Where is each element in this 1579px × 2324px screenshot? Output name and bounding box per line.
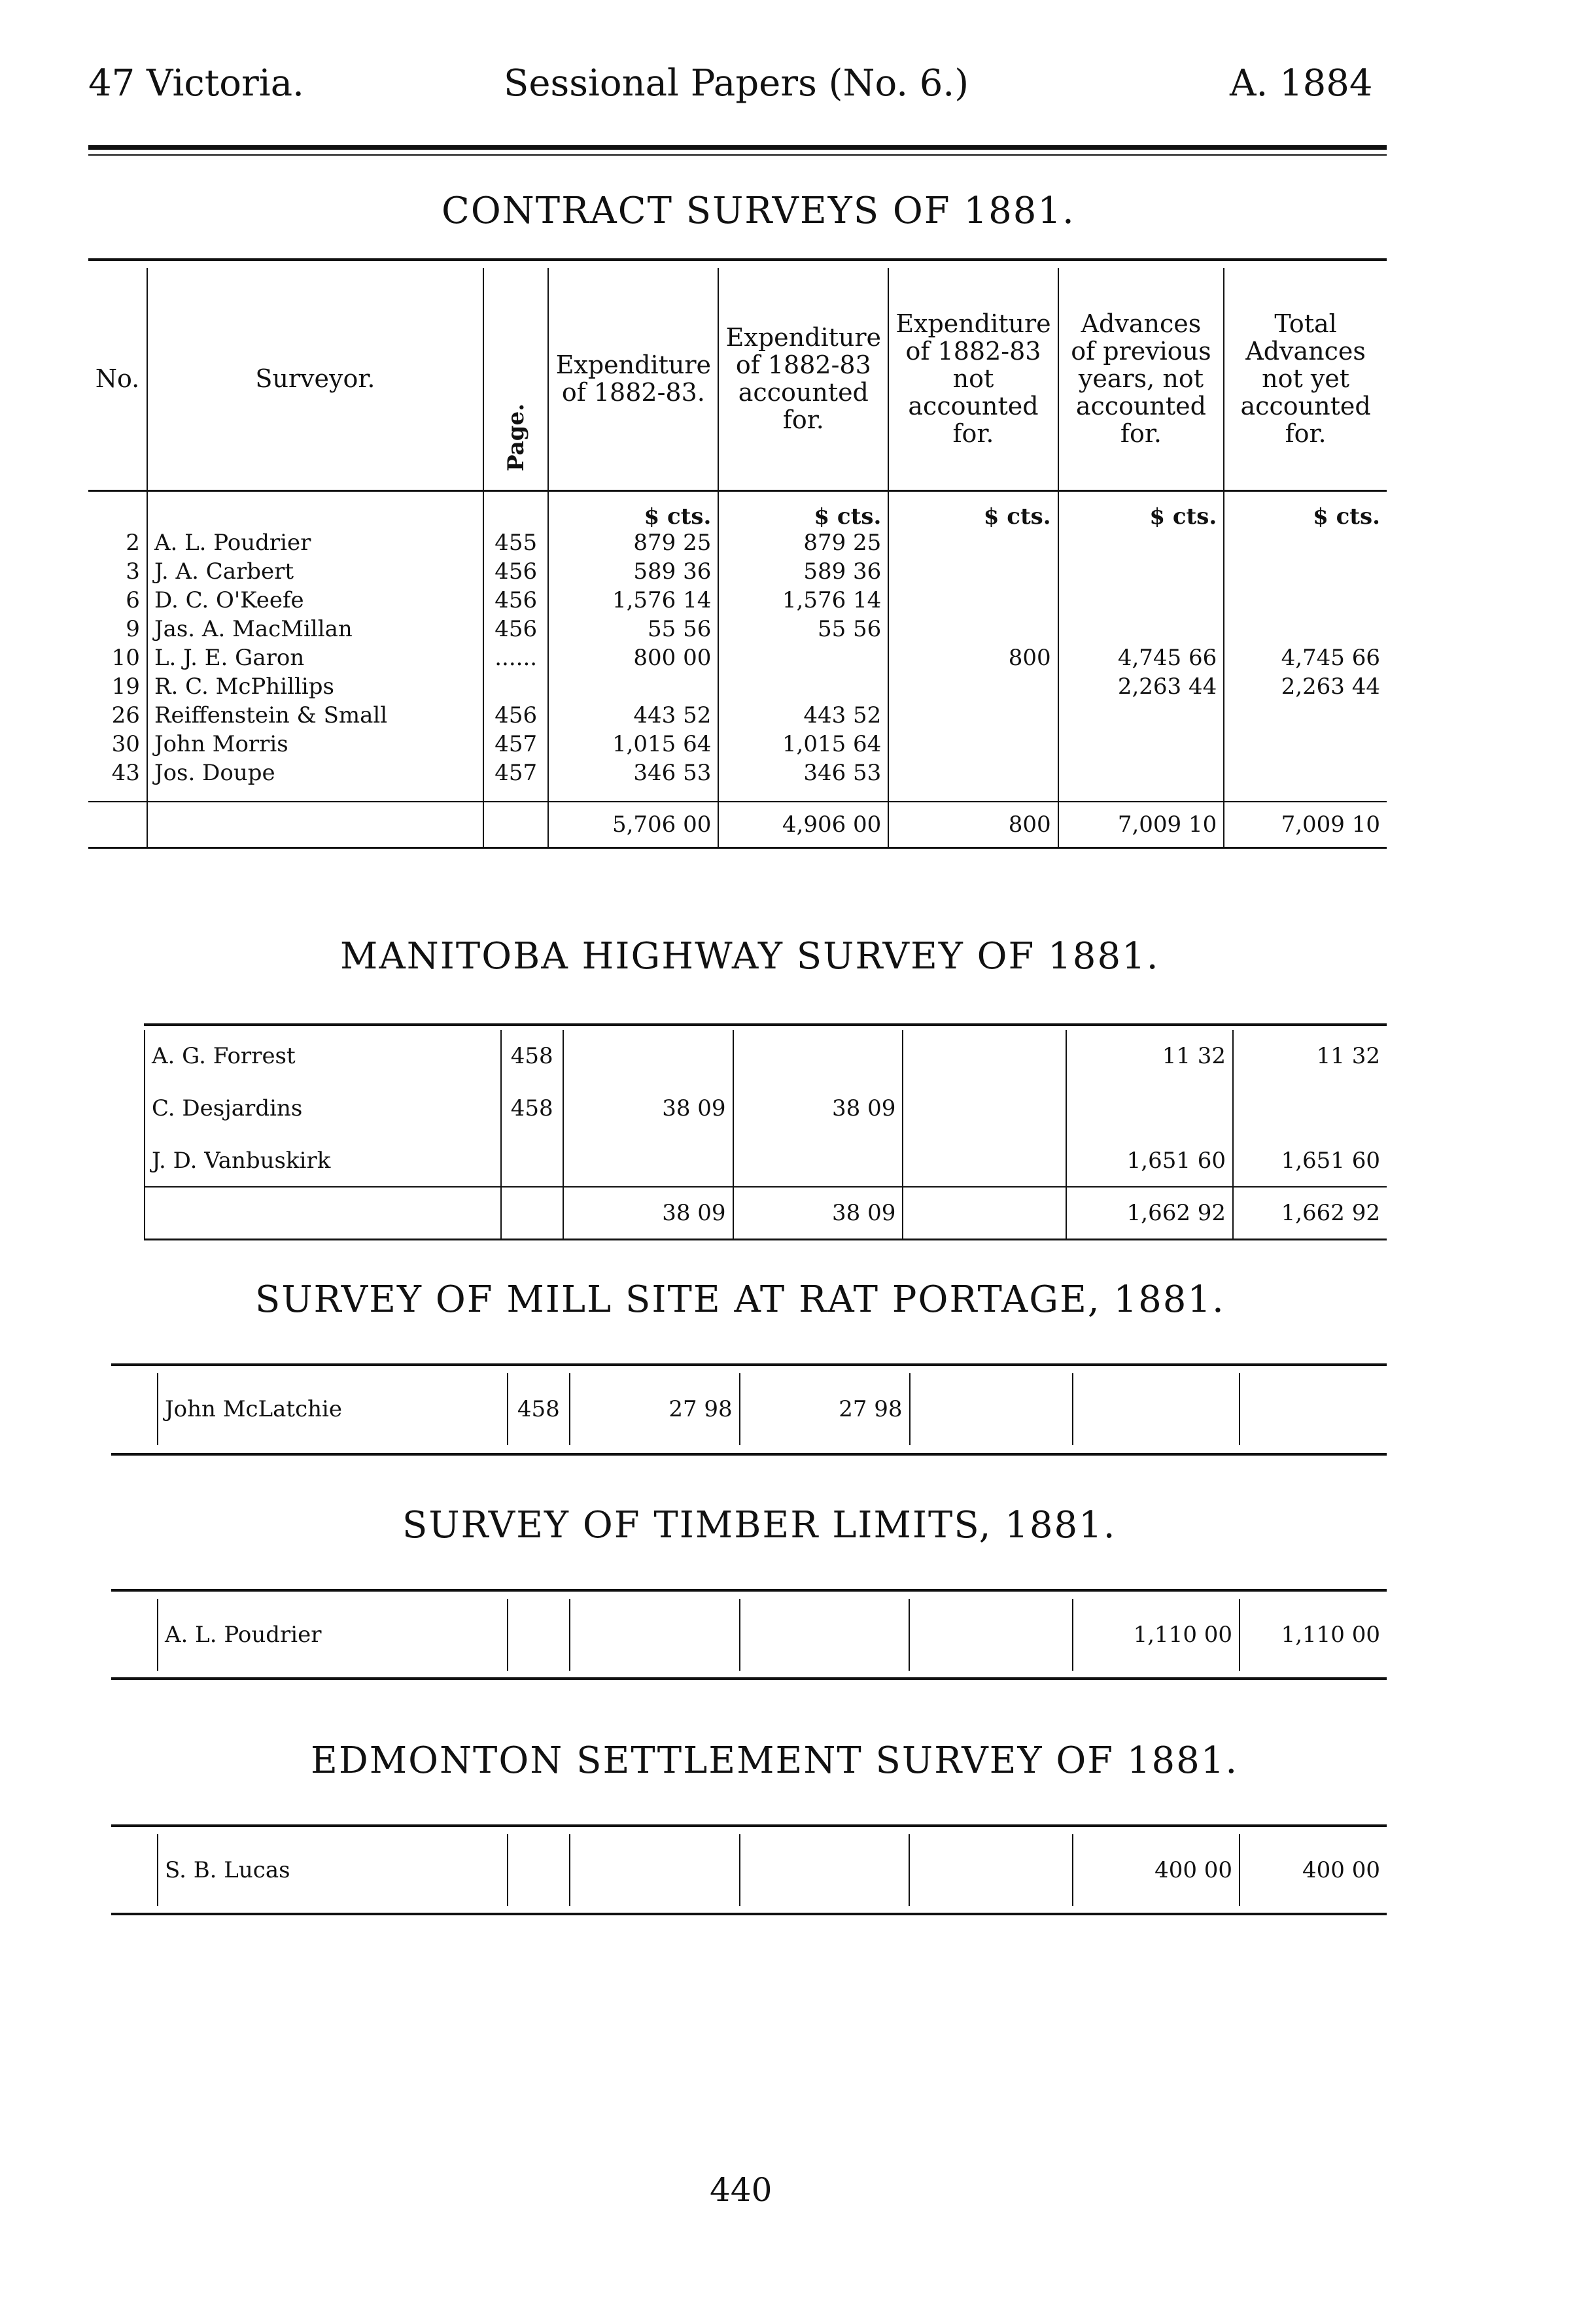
row-exp-not-accounted <box>903 1030 1066 1082</box>
millsite-rows <box>158 1373 1387 1445</box>
table-row <box>145 1082 1387 1135</box>
header-volume: 47 Victoria. <box>88 62 304 105</box>
row-page: 458 <box>508 1373 570 1445</box>
row-surveyor: S. B. Lucas <box>158 1834 508 1906</box>
row-total-advances <box>1224 731 1387 760</box>
millsite-title: SURVEY OF MILL SITE AT RAT PORTAGE, 1881. <box>255 1278 1225 1321</box>
manitoba-totals-row <box>145 1187 1387 1239</box>
unit-total: $ cts. <box>1313 504 1380 530</box>
row-exp-accounted: 443 52 <box>718 702 888 731</box>
timber-top-rule <box>111 1589 1387 1592</box>
row-exp-not-accounted <box>888 731 1058 760</box>
table-row <box>88 645 1387 674</box>
row-total-advances <box>1233 1082 1387 1135</box>
row-exp-accounted <box>718 645 888 674</box>
row-total-advances: 11 32 <box>1316 1043 1380 1069</box>
row-exp-accounted <box>718 674 888 702</box>
row-surveyor: R. C. McPhillips <box>147 674 483 702</box>
row-surveyor: John McLatchie <box>158 1373 508 1445</box>
row-expenditure: 589 36 <box>548 558 718 587</box>
table-row <box>145 1135 1387 1187</box>
row-total-advances: 2,263 44 <box>1281 674 1380 700</box>
row-exp-not-accounted <box>888 616 1058 645</box>
col-page-label: Page. <box>502 403 529 471</box>
row-advances-previous <box>1058 587 1224 616</box>
row-expenditure: 55 56 <box>548 616 718 645</box>
row-exp-not-accounted <box>909 1599 1073 1671</box>
contract-table <box>88 268 1387 849</box>
row-number: 2 <box>88 530 147 558</box>
row-advances-previous <box>1058 616 1224 645</box>
row-expenditure: 879 25 <box>548 530 718 558</box>
header-sessional-papers: Sessional Papers (No. 6.) <box>504 62 969 105</box>
table-row <box>88 674 1387 702</box>
row-surveyor: A. G. Forrest <box>145 1030 501 1082</box>
row-total-advances: 4,745 66 <box>1281 645 1380 671</box>
row-total-advances <box>1224 587 1387 616</box>
row-exp-accounted: 1,015 64 <box>718 731 888 760</box>
millsite-bottom-rule <box>111 1453 1387 1456</box>
row-exp-not-accounted <box>903 1082 1066 1135</box>
row-page: ...... <box>483 645 548 674</box>
col-surveyor: Surveyor. <box>147 268 483 490</box>
total-advances: 7,009 10 <box>1058 802 1224 847</box>
row-exp-accounted <box>733 1135 903 1187</box>
contract-top-rule <box>88 258 1387 261</box>
row-surveyor: J. A. Carbert <box>147 558 483 587</box>
row-expenditure: 1,576 14 <box>548 587 718 616</box>
manitoba-top-rule <box>144 1023 1387 1026</box>
row-advances-previous: 400 00 <box>1073 1834 1240 1906</box>
table-row <box>158 1834 1387 1906</box>
manitoba-table <box>144 1030 1387 1240</box>
total-exp-not: 800 <box>888 802 1058 847</box>
contract-rows <box>88 530 1387 789</box>
table-row <box>88 558 1387 587</box>
total-exp-accounted: 4,906 00 <box>718 802 888 847</box>
row-exp-accounted: 55 56 <box>718 616 888 645</box>
table-row <box>158 1599 1387 1671</box>
row-number: 19 <box>88 674 147 702</box>
row-exp-accounted <box>740 1599 910 1671</box>
edmonton-rows <box>158 1834 1387 1906</box>
row-exp-not-accounted <box>888 587 1058 616</box>
row-exp-accounted: 879 25 <box>718 530 888 558</box>
row-surveyor: Jos. Doupe <box>147 760 483 789</box>
row-total-advances <box>1224 558 1387 587</box>
row-number: 43 <box>88 760 147 789</box>
table-row <box>88 760 1387 789</box>
millsite-top-rule <box>111 1363 1387 1366</box>
row-expenditure: 27 98 <box>570 1373 740 1445</box>
row-advances-previous: 11 32 <box>1066 1030 1233 1082</box>
row-surveyor: Jas. A. MacMillan <box>147 616 483 645</box>
total-exp: 5,706 00 <box>548 802 718 847</box>
row-advances-previous: 4,745 66 <box>1058 645 1224 674</box>
row-exp-not-accounted <box>903 1135 1066 1187</box>
row-expenditure <box>570 1599 740 1671</box>
row-advances-previous <box>1066 1082 1233 1135</box>
unit-exp-not: $ cts. <box>888 490 1058 530</box>
header-rule-thin <box>88 154 1387 156</box>
manitoba-total-exp-not <box>903 1187 1066 1239</box>
row-advances-previous: 2,263 44 <box>1058 674 1224 702</box>
col-exp-accounted: Expenditure of 1882-83 accounted for. <box>718 268 888 490</box>
table-row <box>88 702 1387 731</box>
row-page: 457 <box>483 760 548 789</box>
row-exp-accounted <box>740 1834 910 1906</box>
unit-exp: $ cts. <box>548 490 718 530</box>
row-number: 30 <box>88 731 147 760</box>
row-number: 9 <box>88 616 147 645</box>
row-page: 456 <box>483 558 548 587</box>
row-exp-accounted: 589 36 <box>718 558 888 587</box>
row-exp-accounted: 1,576 14 <box>718 587 888 616</box>
row-expenditure: 1,015 64 <box>548 731 718 760</box>
row-exp-not-accounted <box>910 1373 1073 1445</box>
edmonton-bottom-rule <box>111 1913 1387 1915</box>
row-surveyor: A. L. Poudrier <box>158 1599 508 1671</box>
row-surveyor: L. J. E. Garon <box>147 645 483 674</box>
col-total-advances: Total Advances not yet accounted for. <box>1240 309 1371 449</box>
page-number: 440 <box>710 2171 772 2209</box>
row-advances-previous: 1,110 00 <box>1073 1599 1240 1671</box>
row-total-advances: 1,651 60 <box>1281 1147 1380 1174</box>
row-expenditure: 800 00 <box>548 645 718 674</box>
row-expenditure <box>570 1834 740 1906</box>
table-row <box>88 731 1387 760</box>
manitoba-total-total: 1,662 92 <box>1281 1199 1380 1226</box>
row-exp-not-accounted <box>888 530 1058 558</box>
timber-title: SURVEY OF TIMBER LIMITS, 1881. <box>402 1504 1117 1546</box>
row-total-advances <box>1224 702 1387 731</box>
col-no: No. <box>88 268 147 490</box>
row-advances-previous <box>1058 702 1224 731</box>
row-exp-not-accounted <box>888 760 1058 789</box>
edmonton-table <box>157 1834 1387 1906</box>
total-total-advances: 7,009 10 <box>1281 811 1380 838</box>
row-page: 455 <box>483 530 548 558</box>
row-exp-accounted: 346 53 <box>718 760 888 789</box>
row-advances-previous: 1,651 60 <box>1066 1135 1233 1187</box>
row-surveyor: John Morris <box>147 731 483 760</box>
col-page <box>483 268 548 490</box>
row-page <box>501 1135 563 1187</box>
row-exp-accounted <box>733 1030 903 1082</box>
row-total-advances <box>1224 530 1387 558</box>
row-total-advances <box>1224 760 1387 789</box>
row-expenditure: 443 52 <box>548 702 718 731</box>
row-page <box>508 1599 570 1671</box>
row-page <box>508 1834 570 1906</box>
row-exp-not-accounted <box>888 702 1058 731</box>
row-advances-previous <box>1058 760 1224 789</box>
row-surveyor: C. Desjardins <box>145 1082 501 1135</box>
table-row <box>88 587 1387 616</box>
row-total-advances: 1,110 00 <box>1281 1622 1380 1648</box>
row-page: 456 <box>483 587 548 616</box>
unit-advances: $ cts. <box>1058 490 1224 530</box>
row-page: 458 <box>501 1030 563 1082</box>
row-expenditure: 346 53 <box>548 760 718 789</box>
row-exp-accounted: 38 09 <box>733 1082 903 1135</box>
header-rule <box>88 145 1387 150</box>
contract-title: CONTRACT SURVEYS OF 1881. <box>442 190 1075 232</box>
row-exp-not-accounted: 800 <box>888 645 1058 674</box>
row-exp-not-accounted <box>888 674 1058 702</box>
table-row <box>145 1030 1387 1082</box>
row-total-advances <box>1240 1373 1387 1445</box>
contract-header-row <box>88 268 1387 490</box>
row-expenditure <box>548 674 718 702</box>
row-advances-previous <box>1073 1373 1240 1445</box>
row-advances-previous <box>1058 558 1224 587</box>
row-page: 456 <box>483 702 548 731</box>
edmonton-top-rule <box>111 1824 1387 1827</box>
row-number: 6 <box>88 587 147 616</box>
row-number: 10 <box>88 645 147 674</box>
unit-exp-accounted: $ cts. <box>718 490 888 530</box>
row-page: 458 <box>501 1082 563 1135</box>
millsite-table <box>157 1373 1387 1445</box>
row-advances-previous <box>1058 731 1224 760</box>
manitoba-total-advances: 1,662 92 <box>1066 1187 1233 1239</box>
manitoba-title: MANITOBA HIGHWAY SURVEY OF 1881. <box>340 935 1160 978</box>
row-number: 3 <box>88 558 147 587</box>
row-exp-accounted: 27 98 <box>740 1373 910 1445</box>
row-surveyor: A. L. Poudrier <box>147 530 483 558</box>
row-page <box>483 674 548 702</box>
manitoba-rows <box>145 1030 1387 1187</box>
table-row <box>88 530 1387 558</box>
timber-table <box>157 1599 1387 1671</box>
col-advances-previous: Advances of previous years, not accounted for. <box>1058 268 1224 490</box>
row-exp-not-accounted <box>888 558 1058 587</box>
row-total-advances <box>1224 616 1387 645</box>
table-row <box>88 616 1387 645</box>
col-exp: Expenditure of 1882-83. <box>548 268 718 490</box>
row-page: 457 <box>483 731 548 760</box>
col-exp-not-accounted: Expenditure of 1882-83 not accounted for. <box>888 268 1058 490</box>
table-row <box>158 1373 1387 1445</box>
row-exp-not-accounted <box>909 1834 1073 1906</box>
row-surveyor: J. D. Vanbuskirk <box>145 1135 501 1187</box>
row-expenditure: 38 09 <box>563 1082 733 1135</box>
row-advances-previous <box>1058 530 1224 558</box>
units-row <box>88 490 1387 530</box>
row-surveyor: Reiffenstein & Small <box>147 702 483 731</box>
row-expenditure <box>563 1030 733 1082</box>
header-year: A. 1884 <box>1230 62 1373 105</box>
timber-rows <box>158 1599 1387 1671</box>
manitoba-total-exp: 38 09 <box>563 1187 733 1239</box>
manitoba-total-exp-accounted: 38 09 <box>733 1187 903 1239</box>
row-surveyor: D. C. O'Keefe <box>147 587 483 616</box>
contract-totals-row <box>88 802 1387 847</box>
row-total-advances: 400 00 <box>1302 1857 1380 1883</box>
row-number: 26 <box>88 702 147 731</box>
row-page: 456 <box>483 616 548 645</box>
timber-bottom-rule <box>111 1677 1387 1680</box>
row-expenditure <box>563 1135 733 1187</box>
edmonton-title: EDMONTON SETTLEMENT SURVEY OF 1881. <box>311 1739 1239 1782</box>
